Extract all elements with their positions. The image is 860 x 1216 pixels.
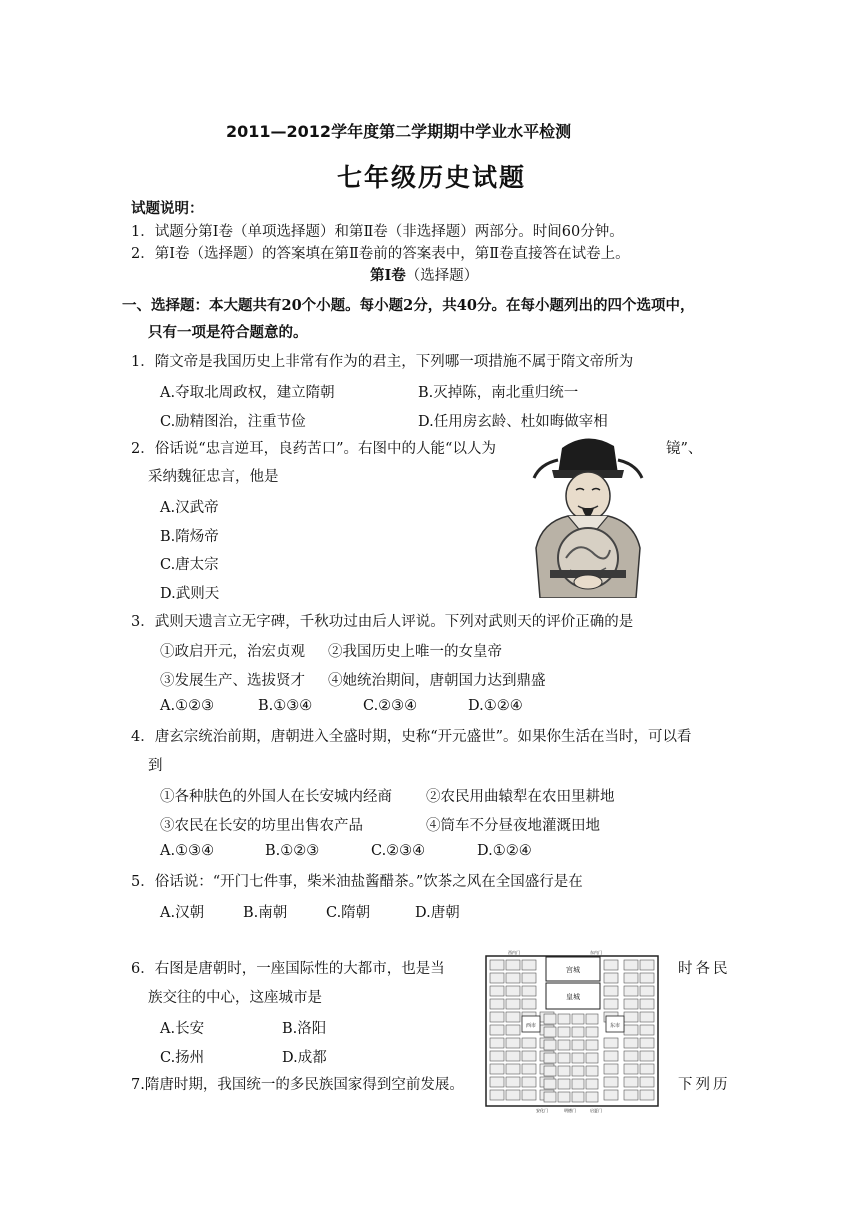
map-ward-block: [624, 1090, 638, 1100]
map-ward-block: [624, 1025, 638, 1035]
map-ward-block: [624, 1077, 638, 1087]
map-ward-block: [572, 1079, 584, 1089]
map-ward-block: [604, 1064, 618, 1074]
map-ward-block: [572, 1053, 584, 1063]
map-ward-block: [506, 999, 520, 1009]
map-ward-block: [522, 1090, 536, 1100]
map-label-east-market: 东市: [609, 1023, 621, 1029]
map-ward-block: [544, 1040, 556, 1050]
instructions-heading: 试题说明：: [131, 200, 204, 217]
map-label-gate-top-left: 西内门: [508, 950, 520, 955]
map-ward-block: [544, 1027, 556, 1037]
map-ward-block: [640, 1064, 654, 1074]
map-ward-block: [604, 960, 618, 970]
map-ward-block: [624, 973, 638, 983]
map-ward-block: [572, 1014, 584, 1024]
q2-option-a: A.汉武帝: [160, 500, 219, 516]
q6-option-a: A.长安: [160, 1021, 205, 1037]
q4-option-d: D.①②④: [477, 843, 532, 859]
map-ward-block: [544, 1092, 556, 1102]
q2-option-b: B.隋炀帝: [160, 529, 219, 545]
instruction-line-2: 2．第Ⅰ卷（选择题）的答案填在第Ⅱ卷前的答案表中，第Ⅱ卷直接答在试卷上。: [131, 246, 630, 262]
map-ward-block: [558, 1014, 570, 1024]
q6-option-b: B.洛阳: [282, 1021, 327, 1037]
q4-item-3: ③农民在长安的坊里出售农产品: [160, 818, 363, 834]
map-ward-block: [522, 1038, 536, 1048]
map-ward-block: [586, 1066, 598, 1076]
q2-stem-part2: 镜”、: [666, 441, 703, 457]
q6-stem-part1: 6．右图是唐朝时，一座国际性的大都市，也是当: [131, 961, 445, 977]
instruction-line-1: 1．试题分第Ⅰ卷（单项选择题）和第Ⅱ卷（非选择题）两部分。时间60分钟。: [131, 224, 624, 240]
q4-item-1: ①各种肤色的外国人在长安城内经商: [160, 789, 392, 805]
map-ward-block: [558, 1027, 570, 1037]
map-ward-block: [544, 1053, 556, 1063]
q2-stem-part1: 2．俗话说“忠言逆耳，良药苦口”。右图中的人能“以人为: [131, 441, 496, 457]
map-ward-block: [490, 960, 504, 970]
map-ward-block: [572, 1066, 584, 1076]
map-ward-block: [624, 1051, 638, 1061]
q4-item-4: ④筒车不分昼夜地灌溉田地: [426, 818, 600, 834]
q2-option-d: D.武则天: [160, 586, 220, 602]
q3-item-1: ①政启开元，治宏贞观: [160, 644, 305, 660]
map-ward-block: [506, 986, 520, 996]
map-ward-block: [506, 1077, 520, 1087]
map-ward-block: [586, 1014, 598, 1024]
map-ward-block: [624, 1038, 638, 1048]
map-ward-block: [544, 1066, 556, 1076]
map-label-gate-bottom-left: 安化门: [536, 1108, 548, 1113]
part1-title: [370, 266, 478, 286]
map-ward-block: [522, 1051, 536, 1061]
map-ward-block: [586, 1040, 598, 1050]
map-ward-block: [624, 986, 638, 996]
map-label-gate-top-right: 东内门: [590, 950, 602, 955]
q5-option-c: C.隋朝: [326, 905, 371, 921]
map-ward-block: [604, 973, 618, 983]
map-ward-block: [640, 1090, 654, 1100]
map-ward-block: [640, 999, 654, 1009]
section1-heading-line2: 只有一项是符合题意的。: [148, 324, 308, 341]
map-ward-block: [490, 973, 504, 983]
q4-stem: 4．唐玄宗统治前期，唐朝进入全盛时期，史称“开元盛世”。如果你生活在当时，可以看: [131, 729, 692, 745]
q4-option-c: C.②③④: [371, 843, 426, 859]
map-ward-block: [558, 1053, 570, 1063]
map-ward-block: [572, 1027, 584, 1037]
q3-option-d: D.①②④: [468, 698, 523, 714]
map-ward-block: [506, 1051, 520, 1061]
map-ward-block: [572, 1040, 584, 1050]
map-ward-block: [640, 973, 654, 983]
map-ward-block: [506, 1012, 520, 1022]
exam-title: 七年级历史试题: [337, 163, 527, 192]
map-ward-block: [522, 960, 536, 970]
q5-stem: 5．俗话说：“开门七件事，柴米油盐酱醋茶。”饮茶之风在全国盛行是在: [131, 874, 583, 890]
q5-option-a: A.汉朝: [160, 905, 205, 921]
q2-option-c: C.唐太宗: [160, 557, 219, 573]
q7-stem-part2: 下列历: [678, 1077, 731, 1093]
map-ward-block: [624, 1064, 638, 1074]
q1-stem: 1．隋文帝是我国历史上非常有作为的君主，下列哪一项措施不属于隋文帝所为: [131, 354, 634, 370]
q3-item-2: ②我国历史上唯一的女皇帝: [328, 644, 502, 660]
map-ward-block: [640, 986, 654, 996]
q4-item-2: ②农民用曲辕犁在农田里耕地: [426, 789, 615, 805]
q6-option-c: C.扬州: [160, 1050, 205, 1066]
map-ward-block: [558, 1079, 570, 1089]
q2-stem-line2: 采纳魏征忠言，他是: [148, 469, 279, 485]
q5-option-d: D.唐朝: [415, 905, 460, 921]
map-ward-block: [558, 1066, 570, 1076]
q6-stem-part2: 时各民: [678, 961, 731, 977]
map-ward-block: [490, 986, 504, 996]
emperor-portrait-image: [522, 430, 652, 598]
map-ward-block: [640, 1077, 654, 1087]
map-ward-block: [506, 1025, 520, 1035]
map-ward-block: [640, 1012, 654, 1022]
map-ward-block: [558, 1092, 570, 1102]
map-ward-block: [572, 1092, 584, 1102]
map-ward-block: [490, 1012, 504, 1022]
emperor-portrait-drawing: [522, 430, 652, 598]
map-ward-block: [522, 986, 536, 996]
map-label-palace: 宫城: [566, 966, 580, 974]
map-ward-block: [490, 1090, 504, 1100]
map-label-gate-bottom-right: 启夏门: [590, 1108, 602, 1113]
map-ward-block: [586, 1053, 598, 1063]
q1-option-c: C.励精图治，注重节俭: [160, 414, 306, 430]
map-ward-block: [604, 1038, 618, 1048]
q3-option-b: B.①③④: [258, 698, 313, 714]
q6-stem-line2: 族交往的中心，这座城市是: [148, 990, 322, 1006]
part1-title-bold: 第Ⅰ卷: [370, 267, 406, 284]
q7-stem-part1: 7.隋唐时期，我国统一的多民族国家得到空前发展。: [131, 1077, 464, 1093]
part1-title-normal: （选择题）: [405, 268, 479, 284]
q3-option-a: A.①②③: [160, 698, 215, 714]
map-ward-block: [506, 960, 520, 970]
map-ward-block: [624, 960, 638, 970]
map-ward-block: [544, 1014, 556, 1024]
exam-subtitle: 2011—2012学年度第二学期期中学业水平检测: [226, 122, 572, 141]
map-ward-block: [490, 1077, 504, 1087]
q3-item-3: ③发展生产、选拔贤才: [160, 673, 305, 689]
map-ward-block: [586, 1092, 598, 1102]
map-ward-block: [640, 960, 654, 970]
map-ward-block: [522, 1077, 536, 1087]
q4-option-a: A.①③④: [160, 843, 215, 859]
map-ward-block: [522, 1064, 536, 1074]
map-ward-block: [506, 1064, 520, 1074]
q3-item-4: ④她统治期间，唐朝国力达到鼎盛: [328, 673, 546, 689]
q1-option-d: D.任用房玄龄、杜如晦做宰相: [418, 414, 608, 430]
map-label-west-market: 西市: [525, 1023, 537, 1029]
map-ward-block: [522, 973, 536, 983]
map-ward-block: [604, 986, 618, 996]
q6-option-d: D.成都: [282, 1050, 327, 1066]
map-ward-block: [604, 1077, 618, 1087]
map-ward-block: [604, 1090, 618, 1100]
q3-stem: 3．武则天遗言立无字碑，千秋功过由后人评说。下列对武则天的评价正确的是: [131, 614, 634, 630]
map-ward-block: [522, 999, 536, 1009]
map-ward-block: [490, 1038, 504, 1048]
map-label-imperial-city: 皇城: [566, 993, 580, 1001]
map-ward-block: [506, 973, 520, 983]
map-ward-block: [604, 1051, 618, 1061]
q3-option-c: C.②③④: [363, 698, 418, 714]
map-ward-block: [586, 1027, 598, 1037]
map-ward-block: [490, 1025, 504, 1035]
q1-option-a: A.夺取北周政权，建立隋朝: [160, 385, 335, 401]
q5-option-b: B.南朝: [243, 905, 288, 921]
map-ward-block: [490, 1064, 504, 1074]
map-ward-block: [640, 1038, 654, 1048]
map-ward-block: [640, 1051, 654, 1061]
map-ward-block: [490, 1051, 504, 1061]
map-ward-block: [544, 1079, 556, 1089]
map-ward-block: [506, 1090, 520, 1100]
map-ward-block: [624, 999, 638, 1009]
q1-option-b: B.灭掉陈，南北重归统一: [418, 385, 579, 401]
map-label-gate-bottom-mid: 明德门: [564, 1108, 576, 1113]
map-ward-block: [490, 999, 504, 1009]
map-ward-block: [506, 1038, 520, 1048]
map-ward-block: [586, 1079, 598, 1089]
map-ward-block: [558, 1040, 570, 1050]
map-ward-block: [624, 1012, 638, 1022]
changan-city-map: [482, 946, 662, 1114]
map-ward-block: [604, 999, 618, 1009]
map-ward-block: [640, 1025, 654, 1035]
changan-map-drawing: [482, 946, 662, 1114]
q4-option-b: B.①②③: [265, 843, 320, 859]
q4-stem-line2: 到: [148, 758, 163, 774]
section1-heading-line1: 一、选择题：本大题共有20个小题。每小题2分，共40分。在每小题列出的四个选项中，: [122, 297, 695, 314]
